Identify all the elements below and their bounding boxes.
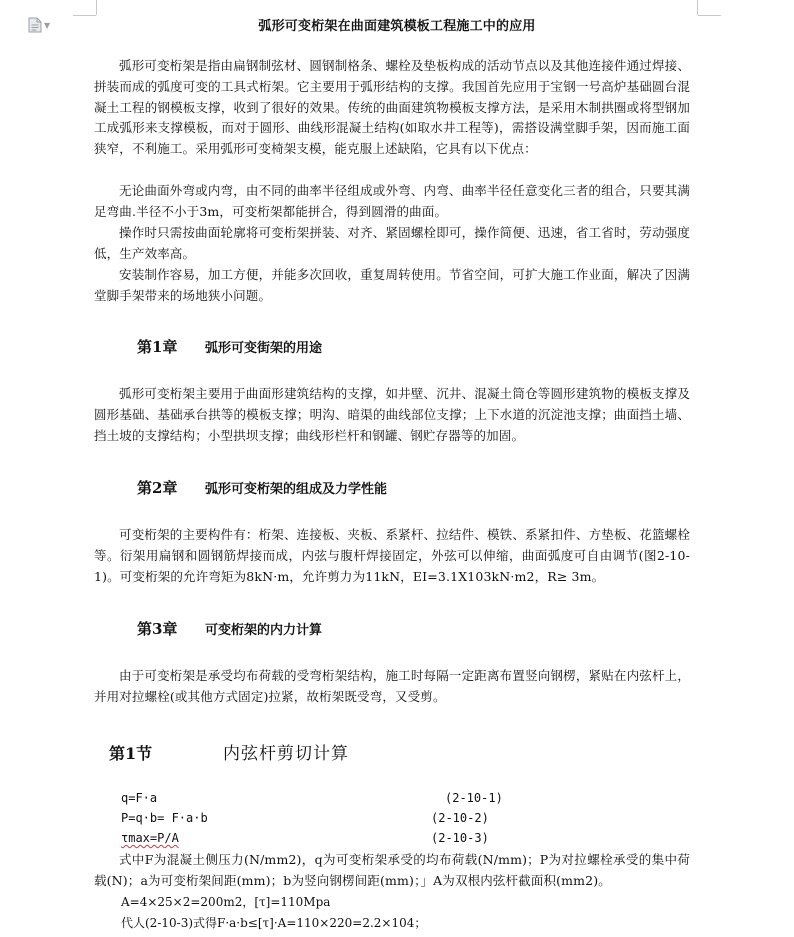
formula-expression: P=q·b= F·a·b — [121, 811, 208, 825]
calculation-line: A=4×25×2=200m2，[τ]=110Mpa — [121, 895, 331, 909]
document-title: 弧形可变桁架在曲面建筑模板工程施工中的应用 — [258, 19, 536, 34]
chapter-heading — [137, 336, 322, 357]
chapter-paragraph: 可变桁架的主要构件有：桁架、连接板、夹板、系紧杆、拉结件、模铁、系紧扣件、方垫板、花篮螺栓等。衍架用扁钢和圆钢筋焊接而成，内弦与腹杆焊接固定，外弦可以伸缩，曲面弧度可自由调节(图2-10-1)。可变桁架的允许弯矩为8kN·m，允许剪力为11kN，EI=3.1X103kN·m2，R≥ 3m。 — [94, 527, 690, 584]
formula-reference: (2-10-1) — [445, 791, 503, 805]
chapter-number: 第1章 — [137, 338, 178, 356]
section-heading — [109, 739, 349, 764]
chapter-paragraph: 由于可变桁架是承受均布荷载的受弯桁架结构，施工时每隔一定距离布置竖向钢楞，紧贴在内弦杆上，并用对拉螺栓(或其他方式固定)拉紧，故桁架既受弯，又受剪。 — [94, 668, 690, 704]
dropdown-caret-icon[interactable]: ▼ — [44, 20, 51, 30]
chapter-name: 弧形可变街架的用途 — [205, 341, 323, 356]
chapter-heading — [137, 618, 322, 639]
intro-paragraph: 安装制作容易，加工方便，并能多次回收，重复周转使用。节省空间，可扩大施工作业面，解决了因满堂脚手架带来的场地狭小问题。 — [94, 267, 690, 303]
calculation-line: 代人(2-10-3)式得F·a·b≤[τ]·A=110×220=2.2×104； — [121, 916, 427, 930]
chapter-name: 弧形可变桁架的组成及力学性能 — [205, 482, 388, 497]
section-name: 内弦杆剪切计算 — [223, 744, 349, 764]
chapter-heading — [137, 477, 387, 498]
chapter-name: 可变桁架的内力计算 — [205, 623, 323, 638]
intro-paragraph: 操作时只需按曲面轮廓将可变桁架拼装、对齐、紧固螺栓即可，操作简便、迅速，省工省时，劳动强度低，生产效率高。 — [94, 225, 690, 261]
section-number: 第1节 — [109, 744, 153, 763]
margin-corner-mark — [96, 0, 97, 15]
intro-paragraph: 弧形可变桁架是指由扁钢制弦材、圆钢制格条、螺栓及垫板构成的活动节点以及其他连接件通过焊接、拼装而成的弧度可变的工具式桁架。它主要用于弧形结构的支撑。我国首先应用于宝钢一号高炉基础圆台混凝土工程的钢模板支撑，收到了很好的效果。传统的曲面建筑物模板支撑方法，是采用木制拱圈或将型钢加工成弧形来支撑模板，而对于圆形、曲线形混凝土结构(如取水井工程等)，需搭设满堂脚手架，因而施工面狭窄，不利施工。采用弧形可变椅架支模，能克服上述缺陷，它具有以下优点： — [94, 58, 690, 157]
formula-reference: (2-10-3) — [431, 831, 489, 845]
formula-expression: q=F·a — [121, 791, 158, 805]
margin-corner-mark — [697, 0, 698, 15]
intro-paragraph: 无论曲面外弯或内弯，由不同的曲率半径组成或外弯、内弯、曲率半径任意变化三者的组合，只要其满足弯曲.半径不小于3m，可变桁架都能拼合，得到圆滑的曲面。 — [94, 183, 690, 219]
chapter-paragraph: 弧形可变桁架主要用于曲面形建筑结构的支撑，如井壁、沉井、混凝土筒仓等圆形建筑物的模板支撑及圆形基础、基础承台拱等的模板支撑；明沟、暗渠的曲线部位支撑；上下水道的沉淀池支撑；曲面挡土墙、挡土坡的支撑结构；小型拱坝支撑；曲线形栏杆和钢罐、钢贮存器等的加固。 — [94, 386, 690, 443]
formula-reference: (2-10-2) — [431, 811, 489, 825]
formula-expression: τmax=P/A — [121, 831, 179, 845]
chapter-number: 第2章 — [137, 479, 178, 497]
explanation-paragraph: 式中F为混凝土侧压力(N/mm2)，q为可变桁架承受的均布荷载(N/mm)；P为对拉螺栓承受的集中荷载(N)；a为可变桁架间距(mm)；b为竖向钢楞间距(mm)；」A为双根内弦杆截面积(mm2)。 — [94, 852, 690, 888]
chapter-number: 第3章 — [137, 620, 178, 638]
